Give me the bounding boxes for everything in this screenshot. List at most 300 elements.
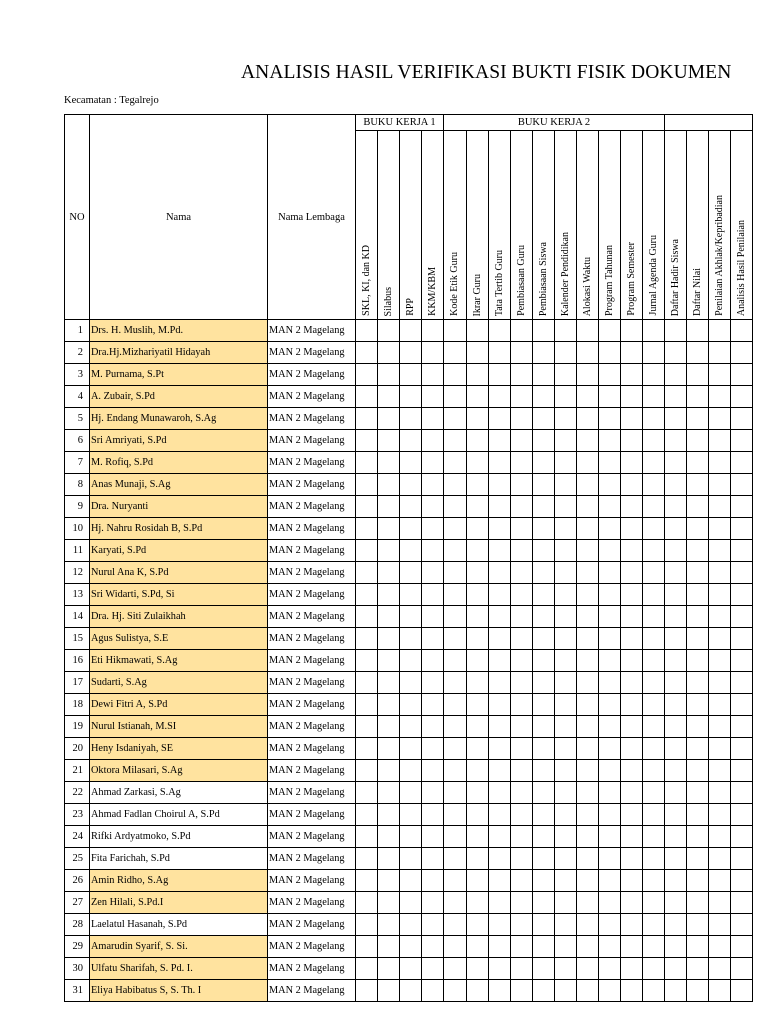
check-cell [489,870,511,892]
check-cell [643,848,665,870]
check-cell [400,870,422,892]
check-cell [511,650,533,672]
check-cell [378,496,400,518]
check-cell [599,936,621,958]
check-cell [533,606,555,628]
institution-name: MAN 2 Magelang [268,386,356,408]
check-cell [665,606,687,628]
check-cell [400,584,422,606]
check-cell [621,518,643,540]
check-cell [400,936,422,958]
column-header [422,131,444,320]
check-cell [400,694,422,716]
check-cell [378,540,400,562]
check-cell [709,364,731,386]
check-cell [577,914,599,936]
check-cell [489,606,511,628]
check-cell [356,716,378,738]
check-cell [599,562,621,584]
check-cell [356,738,378,760]
check-cell [709,958,731,980]
check-cell [555,892,577,914]
check-cell [533,804,555,826]
check-cell [511,738,533,760]
check-cell [555,826,577,848]
check-cell [356,936,378,958]
check-cell [599,782,621,804]
check-cell [378,408,400,430]
check-cell [599,650,621,672]
teacher-name: Dewi Fitri A, S.Pd [90,694,268,716]
check-cell [577,826,599,848]
check-cell [731,672,753,694]
institution-name: MAN 2 Magelang [268,958,356,980]
institution-name: MAN 2 Magelang [268,760,356,782]
check-cell [643,672,665,694]
check-cell [511,694,533,716]
row-number: 15 [65,628,90,650]
column-header [511,131,533,320]
check-cell [400,364,422,386]
check-cell [555,848,577,870]
check-cell [400,496,422,518]
check-cell [467,320,489,342]
check-cell [731,386,753,408]
check-cell [621,826,643,848]
table-row [65,826,753,848]
check-cell [599,914,621,936]
check-cell [400,342,422,364]
check-cell [555,628,577,650]
check-cell [356,782,378,804]
check-cell [665,716,687,738]
check-cell [665,518,687,540]
check-cell [709,760,731,782]
check-cell [665,496,687,518]
check-cell [599,430,621,452]
check-cell [422,584,444,606]
check-cell [665,320,687,342]
check-cell [665,848,687,870]
check-cell [489,474,511,496]
teacher-name: Hj. Nahru Rosidah B, S.Pd [90,518,268,540]
check-cell [511,804,533,826]
check-cell [665,342,687,364]
check-cell [555,672,577,694]
row-number: 18 [65,694,90,716]
check-cell [665,408,687,430]
check-cell [511,474,533,496]
check-cell [731,430,753,452]
check-cell [555,936,577,958]
check-cell [577,738,599,760]
check-cell [533,320,555,342]
check-cell [621,672,643,694]
check-cell [621,804,643,826]
check-cell [489,452,511,474]
check-cell [467,804,489,826]
check-cell [731,958,753,980]
check-cell [356,452,378,474]
check-cell [709,980,731,1002]
check-cell [400,562,422,584]
check-cell [533,892,555,914]
check-cell [555,562,577,584]
check-cell [356,540,378,562]
check-cell [511,628,533,650]
check-cell [422,694,444,716]
check-cell [356,474,378,496]
check-cell [577,540,599,562]
table-row [65,584,753,606]
check-cell [533,496,555,518]
check-cell [378,606,400,628]
check-cell [467,540,489,562]
check-cell [356,584,378,606]
check-cell [577,760,599,782]
check-cell [444,628,467,650]
check-cell [444,914,467,936]
check-cell [422,430,444,452]
check-cell [687,518,709,540]
teacher-name: M. Rofiq, S.Pd [90,452,268,474]
column-header-label: Kalender Pendidikan [559,231,571,316]
check-cell [422,782,444,804]
check-cell [709,672,731,694]
check-cell [467,650,489,672]
table-row [65,936,753,958]
teacher-name: Dra. Nuryanti [90,496,268,518]
verification-table [64,114,753,1002]
check-cell [422,826,444,848]
check-cell [511,496,533,518]
check-cell [489,672,511,694]
check-cell [489,540,511,562]
column-header-label: Pembiasaan Siswa [537,241,549,316]
check-cell [444,738,467,760]
check-cell [378,848,400,870]
column-header [665,131,687,320]
column-header-label: Pembiasaan Guru [515,245,527,316]
check-cell [444,474,467,496]
check-cell [378,650,400,672]
check-cell [577,892,599,914]
column-header-label: Analisis Hasil Penilaian [735,219,747,316]
check-cell [643,694,665,716]
header-no: NO [65,115,90,320]
table-row [65,540,753,562]
check-cell [400,848,422,870]
check-cell [422,958,444,980]
check-cell [665,540,687,562]
row-number: 7 [65,452,90,474]
check-cell [577,430,599,452]
check-cell [709,584,731,606]
column-header [400,131,422,320]
check-cell [555,386,577,408]
check-cell [533,716,555,738]
check-cell [577,628,599,650]
check-cell [467,980,489,1002]
institution-name: MAN 2 Magelang [268,342,356,364]
check-cell [621,958,643,980]
check-cell [444,518,467,540]
column-header [555,131,577,320]
check-cell [467,672,489,694]
institution-name: MAN 2 Magelang [268,694,356,716]
institution-name: MAN 2 Magelang [268,452,356,474]
table-row [65,738,753,760]
check-cell [687,386,709,408]
check-cell [665,452,687,474]
check-cell [577,980,599,1002]
check-cell [489,364,511,386]
check-cell [599,386,621,408]
column-header [577,131,599,320]
institution-name: MAN 2 Magelang [268,870,356,892]
check-cell [555,320,577,342]
column-header [731,131,753,320]
check-cell [467,782,489,804]
check-cell [577,804,599,826]
teacher-name: Anas Munaji, S.Ag [90,474,268,496]
check-cell [511,716,533,738]
check-cell [687,870,709,892]
check-cell [422,716,444,738]
check-cell [621,474,643,496]
check-cell [577,716,599,738]
check-cell [444,606,467,628]
check-cell [709,386,731,408]
check-cell [422,672,444,694]
table-row [65,870,753,892]
row-number: 26 [65,870,90,892]
table-row [65,804,753,826]
institution-name: MAN 2 Magelang [268,364,356,386]
check-cell [444,342,467,364]
institution-name: MAN 2 Magelang [268,606,356,628]
check-cell [555,342,577,364]
check-cell [643,408,665,430]
check-cell [356,892,378,914]
teacher-name: Sri Widarti, S.Pd, Si [90,584,268,606]
check-cell [511,870,533,892]
check-cell [533,870,555,892]
teacher-name: Nurul Ana K, S.Pd [90,562,268,584]
check-cell [599,760,621,782]
check-cell [599,606,621,628]
check-cell [731,826,753,848]
check-cell [444,870,467,892]
check-cell [577,562,599,584]
teacher-name: Hj. Endang Munawaroh, S.Ag [90,408,268,430]
check-cell [444,804,467,826]
row-number: 21 [65,760,90,782]
check-cell [378,738,400,760]
check-cell [599,672,621,694]
table-row [65,760,753,782]
check-cell [422,518,444,540]
check-cell [422,386,444,408]
check-cell [665,980,687,1002]
check-cell [687,496,709,518]
check-cell [731,694,753,716]
check-cell [731,650,753,672]
check-cell [489,386,511,408]
check-cell [643,716,665,738]
check-cell [599,980,621,1002]
institution-name: MAN 2 Magelang [268,540,356,562]
check-cell [643,606,665,628]
institution-name: MAN 2 Magelang [268,892,356,914]
check-cell [687,320,709,342]
teacher-name: Ahmad Zarkasi, S.Ag [90,782,268,804]
check-cell [709,408,731,430]
check-cell [621,386,643,408]
check-cell [643,760,665,782]
check-cell [467,408,489,430]
check-cell [555,408,577,430]
check-cell [577,342,599,364]
check-cell [665,628,687,650]
check-cell [731,760,753,782]
check-cell [356,760,378,782]
check-cell [422,540,444,562]
check-cell [489,958,511,980]
check-cell [599,870,621,892]
check-cell [444,364,467,386]
group-buku-kerja-3 [665,115,753,131]
check-cell [533,738,555,760]
check-cell [577,452,599,474]
table-row [65,914,753,936]
check-cell [511,540,533,562]
check-cell [577,496,599,518]
check-cell [643,980,665,1002]
check-cell [533,342,555,364]
check-cell [400,540,422,562]
check-cell [643,738,665,760]
check-cell [467,584,489,606]
check-cell [687,364,709,386]
check-cell [511,848,533,870]
check-cell [533,782,555,804]
check-cell [665,958,687,980]
check-cell [555,474,577,496]
check-cell [378,584,400,606]
check-cell [599,320,621,342]
check-cell [378,430,400,452]
check-cell [444,936,467,958]
check-cell [489,782,511,804]
check-cell [577,650,599,672]
row-number: 23 [65,804,90,826]
row-number: 8 [65,474,90,496]
check-cell [467,958,489,980]
column-header [489,131,511,320]
check-cell [489,936,511,958]
check-cell [533,848,555,870]
teacher-name: Drs. H. Muslih, M.Pd. [90,320,268,342]
check-cell [489,694,511,716]
row-number: 14 [65,606,90,628]
check-cell [731,870,753,892]
teacher-name: Karyati, S.Pd [90,540,268,562]
group-buku-kerja-1: BUKU KERJA 1 [356,115,444,131]
institution-name: MAN 2 Magelang [268,738,356,760]
check-cell [665,892,687,914]
check-cell [643,320,665,342]
check-cell [400,672,422,694]
check-cell [422,408,444,430]
check-cell [444,892,467,914]
header-nama: Nama [90,115,268,320]
check-cell [533,958,555,980]
check-cell [621,584,643,606]
column-header [709,131,731,320]
check-cell [400,782,422,804]
teacher-name: Agus Sulistya, S.E [90,628,268,650]
check-cell [356,364,378,386]
column-header-label: RPP [404,298,416,316]
check-cell [709,320,731,342]
check-cell [533,408,555,430]
check-cell [621,562,643,584]
table-row [65,518,753,540]
check-cell [378,760,400,782]
check-cell [533,518,555,540]
check-cell [422,760,444,782]
check-cell [400,606,422,628]
check-cell [511,364,533,386]
check-cell [511,782,533,804]
check-cell [665,826,687,848]
table-row [65,386,753,408]
check-cell [467,474,489,496]
check-cell [533,628,555,650]
check-cell [467,760,489,782]
check-cell [511,980,533,1002]
column-header-label: Daftar Nilai [691,267,703,316]
check-cell [731,782,753,804]
check-cell [422,320,444,342]
header-lembaga: Nama Lembaga [268,115,356,320]
check-cell [400,760,422,782]
check-cell [709,496,731,518]
check-cell [356,650,378,672]
teacher-name: Oktora Milasari, S.Ag [90,760,268,782]
check-cell [709,870,731,892]
check-cell [400,386,422,408]
check-cell [533,826,555,848]
check-cell [709,518,731,540]
check-cell [467,606,489,628]
check-cell [422,980,444,1002]
table-row [65,980,753,1002]
check-cell [643,584,665,606]
table-row [65,782,753,804]
check-cell [555,760,577,782]
check-cell [511,584,533,606]
check-cell [356,320,378,342]
check-cell [555,804,577,826]
check-cell [709,848,731,870]
row-number: 29 [65,936,90,958]
check-cell [444,716,467,738]
check-cell [687,958,709,980]
check-cell [621,496,643,518]
check-cell [709,914,731,936]
